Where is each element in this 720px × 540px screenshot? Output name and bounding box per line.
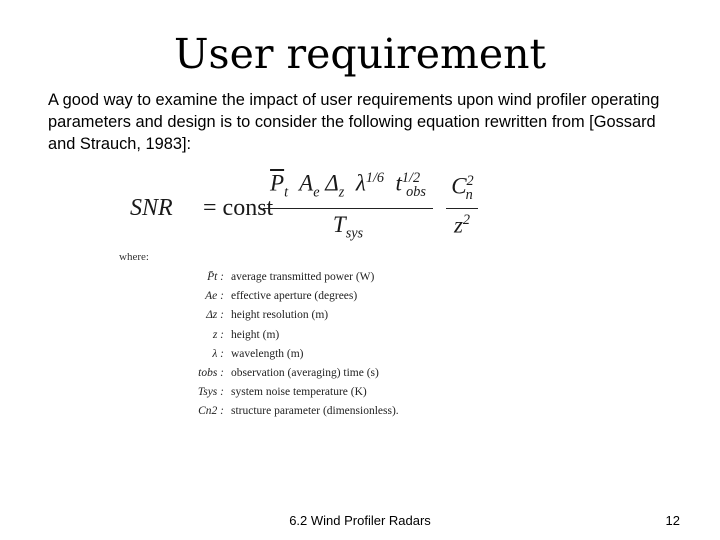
definition-row [188,402,448,421]
slide-footer: 6.2 Wind Profiler Radars [289,513,431,528]
equation-cn-numerator: $C^2_n$ [451,173,474,204]
equation-z-denominator: $z^2$ [453,212,471,238]
definition-symbol: Tsys : [197,386,224,399]
equation-fraction-bar [263,208,433,209]
definition-symbol: z : [212,328,224,341]
definition-symbol: Δz : [206,309,224,322]
definition-description: height (m) [231,328,280,341]
intro-paragraph: A good way to examine the impact of user requirements upon wind profiler operating parameters and design is to consider the following equation rewritten from [Gossard and Strauch, 1983]: [48,91,660,153]
definition-description: structure parameter (dimensionless). [231,405,399,418]
definition-symbol: Ae : [205,290,224,303]
equation-const: = const [203,195,274,221]
definition-description: average transmitted power (W) [231,271,375,283]
snr-equation [128,170,488,250]
definition-row [188,383,448,402]
equation-fraction-bar-2 [446,208,478,209]
definition-symbol: Cn2 : [198,405,224,418]
page-number: 12 [665,513,680,528]
definition-symbol: tobs : [198,366,224,379]
definition-row [188,306,448,325]
definition-description: wavelength (m) [231,347,304,360]
definition-symbol: P̄t : [207,271,224,283]
definitions-list [188,268,448,422]
definition-row [188,287,448,306]
definition-row [188,345,448,364]
slide-title: User requirement [173,30,546,78]
equation-numerator: $\overline{P}_t$ $A_e$ $\Delta_z$ $\lambda^{1/6}$ $t^{1/2}_{obs}$ [270,170,426,201]
definition-description: height resolution (m) [231,309,329,322]
definition-row [188,326,448,345]
equation-lhs: SNR [130,195,173,221]
definition-description: effective aperture (degrees) [231,290,358,303]
definition-row [188,364,448,383]
definition-description: observation (averaging) time (s) [231,366,379,379]
equation-denominator: $T_{sys}$ [332,212,364,242]
where-label: where: [119,251,149,263]
definition-symbol: λ : [212,347,224,360]
definition-description: system noise temperature (K) [231,386,367,399]
definition-row [188,268,448,287]
